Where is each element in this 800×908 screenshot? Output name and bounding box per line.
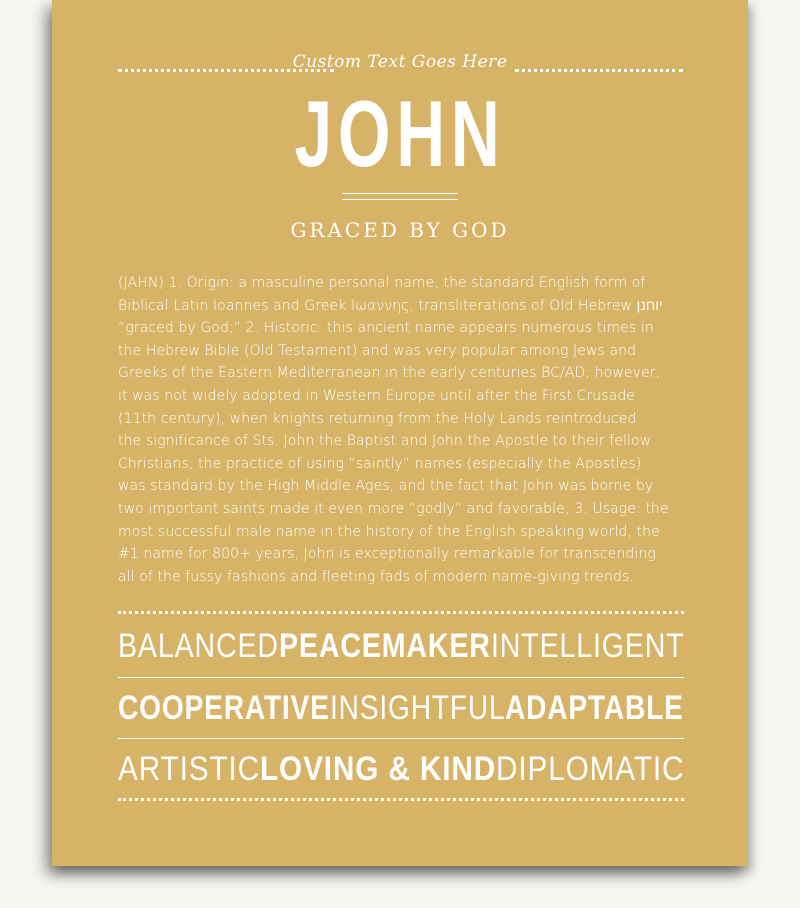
trait-word: COOPERATIVE (118, 689, 330, 727)
description-line: the Hebrew Bible (Old Testament) and was very popular among Jews and (118, 342, 637, 359)
description-line: all of the fussy fashions and fleeting fads of modern name-giving trends. (118, 568, 634, 585)
name-poster (52, 0, 748, 866)
description-line: the significance of Sts. John the Baptist and John the Apostle to their fellow (118, 433, 652, 450)
trait-word: PEACEMAKER (278, 627, 491, 665)
description-line: two important saints made it even more “godly” and favorable; 3. Usage: the (118, 500, 669, 517)
trait-word: DIPLOMATIC (496, 750, 685, 788)
description-line: Christians; the practice of using “saintly” names (especially the Apostles) (118, 455, 642, 472)
description-line: Biblical Latin Ioannes and Greek Ιωαννης, transliterations of Old Hebrew יוחנן (118, 297, 663, 314)
custom-text: Custom Text Goes Here (292, 52, 508, 72)
description-line: was standard by the High Middle Ages, and the fact that John was borne by (118, 478, 654, 495)
name-meaning: GRACED BY GOD (290, 218, 510, 242)
description-line: #1 name for 800+ years, John is exceptionally remarkable for transcending (118, 546, 656, 563)
description-line: (11th century), when knights returning from the Holy Lands reintroduced (118, 410, 637, 427)
description-line: Greeks of the Eastern Mediterranean in the early centuries BC/AD; however, (118, 365, 661, 382)
description-line: it was not widely adopted in Western Europe until after the First Crusade (118, 387, 636, 404)
traits-top-dotted-line (118, 611, 684, 614)
traits-row-1 (118, 624, 684, 668)
name-underline-2 (342, 199, 458, 200)
trait-word: LOVING & KIND (259, 750, 497, 788)
traits-divider-1 (118, 677, 684, 678)
description-line: most successful male name in the history of the English speaking world, the (118, 523, 660, 540)
trait-word: INSIGHTFUL (329, 689, 506, 727)
description-line: “graced by God;” 2. Historic: this ancient name appears numerous times in (118, 320, 654, 337)
trait-word: BALANCED (118, 627, 279, 665)
traits-bottom-dotted-line (118, 798, 684, 801)
trait-word: INTELLIGENT (490, 627, 685, 665)
poster-name: JOHN (294, 81, 506, 186)
traits-divider-2 (118, 738, 684, 739)
traits-row-3 (118, 747, 684, 791)
description-line: (JAHN) 1. Origin: a masculine personal name, the standard English form of (118, 275, 646, 291)
trait-word: ADAPTABLE (505, 689, 685, 727)
name-description (118, 272, 684, 588)
name-underline-1 (342, 193, 458, 194)
trait-word: ARTISTIC (118, 750, 260, 788)
traits-row-2 (118, 686, 684, 730)
